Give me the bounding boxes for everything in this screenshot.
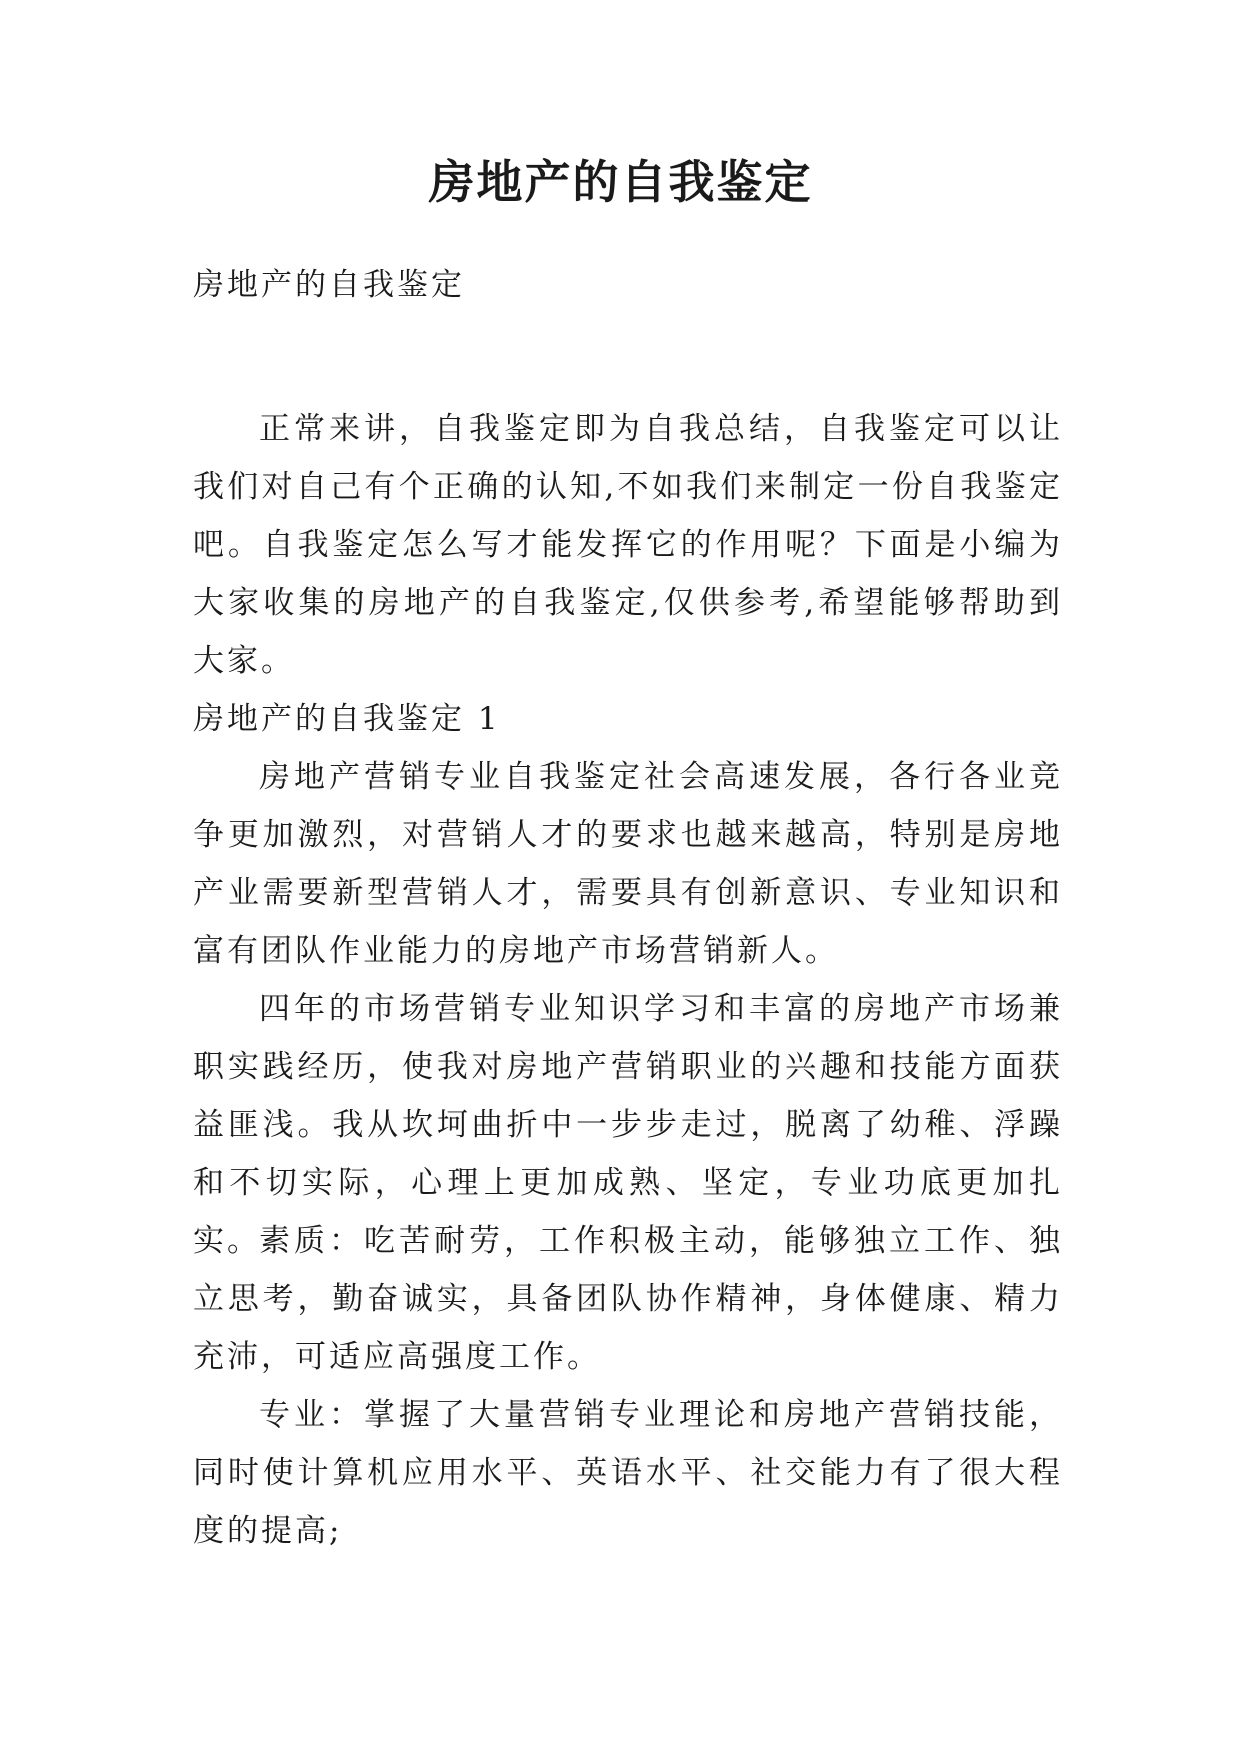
intro-paragraph: 正常来讲，自我鉴定即为自我总结，自我鉴定可以让我们对自己有个正确的认知,不如我们来制定一份自我鉴定吧。自我鉴定怎么写才能发挥它的作用呢？下面是小编为大家收集的房地产的自我鉴定,仅供参考,希望能够帮助到大家。 — [193, 411, 1063, 679]
paragraph-3: 素质：吃苦耐劳，工作积极主动，能够独立工作、独立思考，勤奋诚实，具备团队协作精神，身体健康、精力充沛，可适应高强度工作。 — [193, 1223, 1063, 1375]
document-title: 房地产的自我鉴定 — [428, 155, 813, 209]
document-subtitle: 房地产的自我鉴定 — [193, 267, 465, 303]
paragraph-1: 房地产营销专业自我鉴定社会高速发展，各行各业竞争更加激烈，对营销人才的要求也越来越高，特别是房地产业需要新型营销人才，需要具有创新意识、专业知识和富有团队作业能力的房地产市场营销新人。 — [193, 759, 1063, 969]
section-heading: 房地产的自我鉴定 1 — [193, 701, 501, 737]
paragraph-2: 四年的市场营销专业知识学习和丰富的房地产市场兼职实践经历，使我对房地产营销职业的兴趣和技能方面获益匪浅。我从坎坷曲折中一步步走过，脱离了幼稚、浮躁和不切实际，心理上更加成熟、坚定，专业功底更加扎实。 — [193, 991, 1063, 1259]
paragraph-4: 专业：掌握了大量营销专业理论和房地产营销技能，同时使计算机应用水平、英语水平、社交能力有了很大程度的提高; — [193, 1397, 1063, 1549]
